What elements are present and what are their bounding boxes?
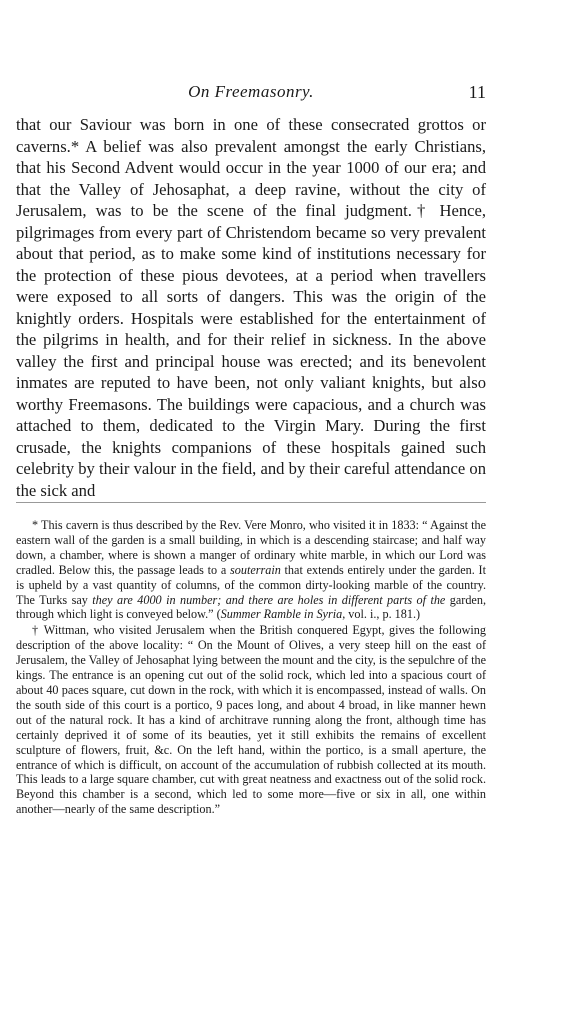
footnotes bbox=[16, 518, 486, 818]
body-paragraph: that our Saviour was born in one of these consecrated grottos or caverns.* A belief was also prevalent amongst the early Christians, that his Second Advent would occur in the year 1000 of our era; and that the Valley of Jehosaphat, a deep ravine, without the city of Jerusalem, was to be the scene of the final judgment.† Hence, pilgrimages from every part of Christendom became so very prevalent about that period, as to make some kind of institutions necessary for the protection of these pious devotees, at a period when travellers were exposed to all sorts of dangers. This was the origin of the knightly orders. Hospitals were established for the entertainment of the pilgrims in health, and for their relief in sickness. In the above valley the first and principal house was erected; and its benevolent inmates are reputed to have been, not only valiant knights, but also worthy Freemasons. The buildings were capacious, and a church was attached to them, dedicated to the Virgin Mary. During the first crusade, the knights companions of these hospitals gained such celebrity by their valour in the field, and by their careful attendance on the sick and bbox=[16, 115, 486, 500]
footnote-separator bbox=[16, 502, 486, 503]
footnote-1-text-b: that extends entirely under the garden. It is upheld by a vast quantity of columns, of the common dirty-looking marble of the country. The Turks say bbox=[16, 562, 486, 607]
main-text bbox=[16, 114, 486, 501]
footnote-1-term: souterrain bbox=[230, 562, 281, 577]
running-title: On Freemasonry. bbox=[188, 82, 314, 101]
footnote-1-text-c: garden, through which light is conveyed below.” ( bbox=[16, 592, 486, 622]
footnote-1 bbox=[16, 518, 486, 622]
footnote-1-text-d: , vol. i., p. 181.) bbox=[342, 607, 421, 622]
footnote-2: † Wittman, who visited Jerusalem when the British conquered Egypt, gives the following description of the above locality: “ On the Mount of Olives, a very steep hill on the east of Jerusalem, the Valley of Jehosaphat lying between the mount and the city, is the sepulchre of the kings. The entrance is an opening cut out of the solid rock, which led into a spacious court of about 40 paces square, cut down in the rock, with which it is encompassed, instead of walls. On the south side of this court is a portico, 9 paces long, and about 4 broad, in like manner hewn out of the natural rock. It has a kind of architrave running along the front, although time has certainly deprived it of some of its beauties, yet it still exhibits the remains of excellent sculpture of flowers, fruit, &c. On the left hand, within the portico, is a small aperture, the entrance of which is difficult, on account of the accumulation of rubbish collected at its mouth. This leads to a large square chamber, cut with great neatness and exactness out of the solid rock. Beyond this chamber is a second, which led to some more—five or six in all, one within another—nearly of the same description.” bbox=[16, 623, 486, 817]
page-number: 11 bbox=[468, 82, 486, 102]
page-header bbox=[16, 82, 486, 106]
footnote-1-source-title: Summer Ramble in Syria bbox=[220, 607, 343, 622]
footnote-1-text-a: * This cavern is thus described by the Rev. Vere Monro, who visited it in 1833: “ Against the eastern wall of the garden is a small building, in which is a descending staircase; and half way down, a chamber, where is shown a manger of ordinary white marble, in which our Lord was cradled. Below this, the passage leads to a bbox=[16, 518, 486, 577]
footnote-1-italic-quote: they are 4000 in number; and there are holes in different parts of the bbox=[92, 592, 446, 607]
